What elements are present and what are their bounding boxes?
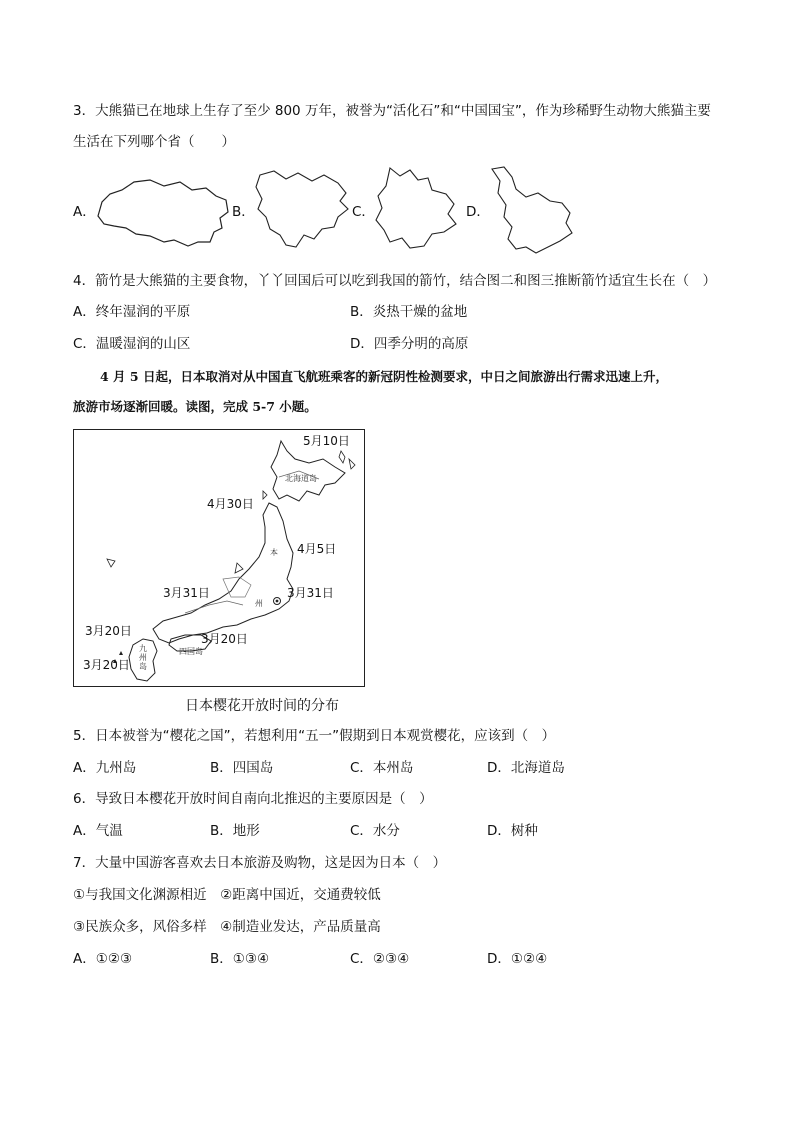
q7-statements-2: ③民族众多，风俗多样 ④制造业发达，产品质量高 [73,919,381,935]
passage-line2: 旅游市场逐渐回暖。读图，完成 5-7 小题。 [73,399,317,414]
q6-option-d: D．树种 [487,823,538,839]
q5-option-d: D．北海道岛 [487,760,565,776]
q7-stem: 7．大量中国游客喜欢去日本旅游及购物，这是因为日本（ ） [73,855,447,871]
q5-stem: 5．日本被誉为“樱花之国”，若想利用“五一”假期到日本观赏樱花，应该到（ ） [73,728,556,744]
heilongjiang-outline-image [486,163,576,258]
label-honshu-1: 本 [270,548,278,557]
label-kyushu-1: 九 [139,644,147,653]
q7-statements-1: ①与我国文化渊源相近 ②距离中国近，交通费较低 [73,887,381,903]
q6-option-b: B．地形 [210,823,260,839]
tibet-outline-image [92,172,232,250]
q3-option-b-label: B． [232,204,255,220]
label-hokkaido: 北海道岛 [285,474,317,483]
label-kyushu-2: 州 [139,653,147,662]
q4-option-a: A．终年湿润的平原 [73,304,191,320]
passage-line1: 4 月 5 日起，日本取消对从中国直飞航班乘客的新冠阴性检测要求，中日之间旅游出行需求迅速上升， [100,369,668,384]
label-mar20-bottom: 3月20日 [83,658,130,672]
q3-stem-line1: 3．大熊猫已在地球上生存了至少 800 万年，被誉为“活化石”和“中国国宝”，作为珍稀野生动物大熊猫主要 [73,103,711,119]
label-honshu-2: 州 [255,599,263,608]
q7-option-a: A．①②③ [73,951,133,967]
label-mar31-left: 3月31日 [163,586,210,600]
label-apr5: 4月5日 [297,542,337,556]
q6-stem: 6．导致日本樱花开放时间自南向北推迟的主要原因是（ ） [73,791,433,807]
q3-option-c-label: C． [352,204,375,220]
q6-option-a: A．气温 [73,823,123,839]
q3-option-a-label: A． [73,204,96,220]
label-mar31-right: 3月31日 [287,586,334,600]
japan-cherry-blossom-map [73,429,365,687]
q3-option-d-label: D． [466,204,490,220]
q7-option-d: D．①②④ [487,951,548,967]
label-may10: 5月10日 [303,434,350,448]
q7-option-b: B．①③④ [210,951,270,967]
label-apr30: 4月30日 [207,497,254,511]
q3-stem-line2: 生活在下列哪个省（ ） [73,134,235,150]
label-mar20-mid: 3月20日 [201,632,248,646]
label-mar20-top: 3月20日 [85,624,132,638]
q4-stem: 4．箭竹是大熊猫的主要食物，丫丫回国后可以吃到我国的箭竹，结合图二和图三推断箭竹适宜生长在（ ） [73,273,717,289]
q5-option-b: B．四国岛 [210,760,274,776]
label-shikoku: 四国岛 [179,647,203,656]
q4-option-b: B．炎热干燥的盆地 [350,304,468,320]
map-caption: 日本樱花开放时间的分布 [185,698,339,714]
q6-option-c: C．水分 [350,823,400,839]
q7-option-c: C．②③④ [350,951,410,967]
q5-option-c: C．本州岛 [350,760,414,776]
q5-option-a: A．九州岛 [73,760,137,776]
label-kyushu-3: 岛 [139,662,147,671]
yunnan-outline-image [370,162,460,257]
sichuan-outline-image [252,165,352,255]
q4-option-c: C．温暖湿润的山区 [73,336,191,352]
q4-option-d: D．四季分明的高原 [350,336,469,352]
